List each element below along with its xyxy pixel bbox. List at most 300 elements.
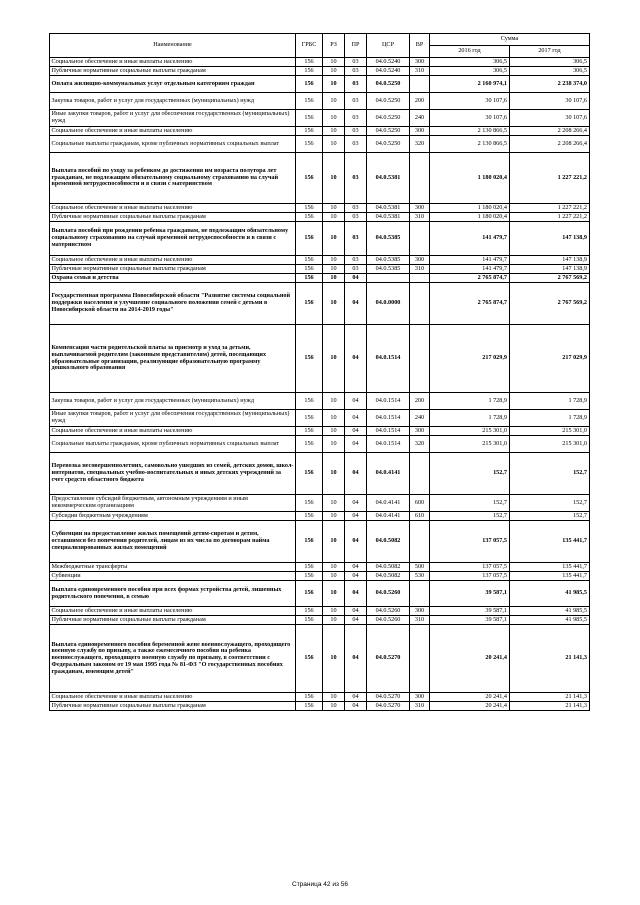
header-sum: Сумма	[430, 34, 590, 46]
cell-name: Субвенции на предоставление жилых помещений детям-сиротам и детям, оставшимся без попечения родителей, лицам из их числа по договорам найма специализированных жилых помещений	[50, 521, 296, 563]
cell-rz: 10	[323, 58, 345, 67]
cell-2016: 2 130 866,5	[430, 127, 510, 136]
table-row	[50, 204, 590, 213]
cell-grbs: 156	[296, 521, 323, 563]
cell-rz: 10	[323, 213, 345, 222]
cell-name: Социальные выплаты гражданам, кроме публичных нормативных социальных выплат	[50, 136, 296, 153]
cell-grbs: 156	[296, 67, 323, 76]
cell-vr: 240	[410, 410, 430, 427]
cell-2017: 147 138,9	[510, 265, 590, 274]
cell-rz: 10	[323, 274, 345, 283]
cell-rz: 10	[323, 204, 345, 213]
cell-csr: 04.0.1514	[367, 410, 410, 427]
cell-2017: 306,5	[510, 58, 590, 67]
cell-csr: 04.0.1514	[367, 393, 410, 410]
cell-csr: 04.0.5385	[367, 222, 410, 256]
cell-pr: 03	[345, 127, 367, 136]
cell-2016: 141 479,7	[430, 222, 510, 256]
cell-grbs: 156	[296, 153, 323, 204]
cell-vr: 300	[410, 693, 430, 702]
cell-grbs: 156	[296, 213, 323, 222]
cell-name: Межбюджетные трансферты	[50, 563, 296, 572]
header-year-2017: 2017 год	[510, 46, 590, 58]
cell-name: Компенсация части родительской платы за присмотр и уход за детьми, выплачиваемой родителям (законным представителям) детей, посещающих образовательные организации, реализующие образовательную программу дошкольного образования	[50, 325, 296, 393]
cell-vr	[410, 625, 430, 693]
cell-2017: 2 238 374,0	[510, 76, 590, 93]
cell-pr: 04	[345, 274, 367, 283]
cell-2017: 41 985,5	[510, 607, 590, 616]
cell-name: Субвенции	[50, 572, 296, 581]
table-body	[50, 58, 590, 711]
cell-csr: 04.0.4141	[367, 453, 410, 495]
cell-name: Выплата пособий по уходу за ребенком до достижения им возраста полутора лет гражданам, не подлежащим обязательному социальному страхованию на случай временной нетрудоспособности и в связи с материнством	[50, 153, 296, 204]
cell-2017: 135 441,7	[510, 572, 590, 581]
cell-csr: 04.0.5250	[367, 127, 410, 136]
cell-name: Социальное обеспечение и иные выплаты населению	[50, 607, 296, 616]
cell-vr	[410, 283, 430, 325]
table-row	[50, 495, 590, 512]
cell-2017: 215 301,0	[510, 436, 590, 453]
table-row	[50, 136, 590, 153]
cell-pr: 03	[345, 204, 367, 213]
cell-grbs: 156	[296, 512, 323, 521]
cell-grbs: 156	[296, 572, 323, 581]
cell-grbs: 156	[296, 222, 323, 256]
cell-pr: 03	[345, 265, 367, 274]
cell-rz: 10	[323, 76, 345, 93]
cell-2017: 2 208 266,4	[510, 127, 590, 136]
cell-pr: 04	[345, 427, 367, 436]
cell-grbs: 156	[296, 702, 323, 711]
cell-csr: 04.0.5381	[367, 204, 410, 213]
cell-csr: 04.0.5250	[367, 136, 410, 153]
cell-grbs: 156	[296, 607, 323, 616]
table-row	[50, 256, 590, 265]
cell-pr: 04	[345, 436, 367, 453]
table-row	[50, 521, 590, 563]
cell-name: Перевозка несовершеннолетних, самовольно ушедших из семей, детских домов, школ-интернатов, специальных учебно-воспитательных и иных детских учреждений за счет средств областного бюджета	[50, 453, 296, 495]
cell-pr: 04	[345, 393, 367, 410]
cell-grbs: 156	[296, 453, 323, 495]
cell-2017: 21 141,3	[510, 625, 590, 693]
cell-csr: 04.0.1514	[367, 427, 410, 436]
cell-2017: 30 107,6	[510, 93, 590, 110]
cell-rz: 10	[323, 325, 345, 393]
cell-2016: 20 241,4	[430, 702, 510, 711]
cell-vr	[410, 222, 430, 256]
cell-rz: 10	[323, 607, 345, 616]
page-number: Страница 42 из 56	[292, 881, 348, 888]
cell-rz: 10	[323, 427, 345, 436]
cell-grbs: 156	[296, 265, 323, 274]
cell-csr: 04.0.5381	[367, 213, 410, 222]
cell-2017: 147 138,9	[510, 256, 590, 265]
cell-vr: 200	[410, 93, 430, 110]
cell-name: Иные закупки товаров, работ и услуг для обеспечения государственных (муниципальных) нужд	[50, 110, 296, 127]
cell-vr: 320	[410, 436, 430, 453]
cell-2017: 1 227 221,2	[510, 153, 590, 204]
cell-vr: 300	[410, 427, 430, 436]
cell-2017: 1 728,9	[510, 410, 590, 427]
cell-csr: 04.0.5270	[367, 693, 410, 702]
cell-pr: 03	[345, 256, 367, 265]
table-row	[50, 325, 590, 393]
cell-name: Выплата пособий при рождении ребенка гражданам, не подлежащим обязательному социальному страхованию на случай временной нетрудоспособности и в связи с материнством	[50, 222, 296, 256]
cell-csr: 04.0.5260	[367, 581, 410, 607]
cell-vr: 530	[410, 572, 430, 581]
cell-pr: 04	[345, 521, 367, 563]
cell-2016: 1 180 020,4	[430, 213, 510, 222]
cell-rz: 10	[323, 572, 345, 581]
header-vr: ВР	[410, 34, 430, 58]
cell-grbs: 156	[296, 274, 323, 283]
cell-pr: 03	[345, 110, 367, 127]
table-row	[50, 625, 590, 693]
cell-rz: 10	[323, 110, 345, 127]
cell-pr: 04	[345, 325, 367, 393]
cell-rz: 10	[323, 495, 345, 512]
cell-vr	[410, 325, 430, 393]
table-row	[50, 512, 590, 521]
cell-grbs: 156	[296, 110, 323, 127]
cell-csr: 04.0.4141	[367, 495, 410, 512]
cell-pr: 04	[345, 616, 367, 625]
cell-pr: 04	[345, 607, 367, 616]
table-row	[50, 607, 590, 616]
cell-rz: 10	[323, 521, 345, 563]
table-row	[50, 410, 590, 427]
cell-csr: 04.0.5385	[367, 265, 410, 274]
header-rz: РЗ	[323, 34, 345, 58]
cell-2016: 137 057,5	[430, 572, 510, 581]
cell-rz: 10	[323, 136, 345, 153]
cell-pr: 03	[345, 58, 367, 67]
table-row	[50, 213, 590, 222]
cell-name: Выплата единовременного пособия беременной жене военнослужащего, проходящего военную службу по призыву, а также ежемесячного пособия на ребенка военнослужащего, проходящего военную службу по призыву, в соответствии с Федеральным законом от 19 мая 1995 года № 81-ФЗ "О государственных пособиях гражданам, имеющим детей"	[50, 625, 296, 693]
cell-2016: 137 057,5	[430, 521, 510, 563]
cell-2017: 30 107,6	[510, 110, 590, 127]
cell-name: Охрана семьи и детства	[50, 274, 296, 283]
cell-vr: 310	[410, 67, 430, 76]
cell-2016: 215 301,0	[430, 436, 510, 453]
table-header	[50, 34, 590, 58]
cell-2016: 215 301,0	[430, 427, 510, 436]
table-row	[50, 453, 590, 495]
table-row	[50, 274, 590, 283]
cell-2017: 21 141,3	[510, 693, 590, 702]
cell-csr: 04.0.0000	[367, 283, 410, 325]
cell-rz: 10	[323, 512, 345, 521]
cell-2016: 2 130 866,5	[430, 136, 510, 153]
cell-name: Публичные нормативные социальные выплаты гражданам	[50, 67, 296, 76]
table-row	[50, 222, 590, 256]
cell-csr: 04.0.5260	[367, 616, 410, 625]
cell-grbs: 156	[296, 58, 323, 67]
cell-name: Публичные нормативные социальные выплаты гражданам	[50, 702, 296, 711]
cell-2017: 147 138,9	[510, 222, 590, 256]
table-row	[50, 93, 590, 110]
cell-2016: 141 479,7	[430, 265, 510, 274]
cell-rz: 10	[323, 393, 345, 410]
cell-pr: 03	[345, 153, 367, 204]
table-row	[50, 702, 590, 711]
cell-grbs: 156	[296, 204, 323, 213]
cell-grbs: 156	[296, 393, 323, 410]
cell-grbs: 156	[296, 436, 323, 453]
table-row	[50, 393, 590, 410]
cell-name: Публичные нормативные социальные выплаты гражданам	[50, 616, 296, 625]
table-row	[50, 616, 590, 625]
cell-rz: 10	[323, 616, 345, 625]
cell-csr: 04.0.5270	[367, 625, 410, 693]
cell-2017: 1 728,9	[510, 393, 590, 410]
cell-csr: 04.0.5082	[367, 521, 410, 563]
header-year-2016: 2016 год	[430, 46, 510, 58]
cell-name: Социальное обеспечение и иные выплаты населению	[50, 58, 296, 67]
cell-grbs: 156	[296, 693, 323, 702]
cell-2016: 39 587,1	[430, 616, 510, 625]
cell-csr: 04.0.5250	[367, 93, 410, 110]
cell-grbs: 156	[296, 625, 323, 693]
cell-2016: 39 587,1	[430, 607, 510, 616]
cell-rz: 10	[323, 67, 345, 76]
cell-grbs: 156	[296, 581, 323, 607]
cell-2016: 30 107,6	[430, 93, 510, 110]
cell-pr: 03	[345, 136, 367, 153]
cell-vr	[410, 581, 430, 607]
cell-csr: 04.0.5250	[367, 110, 410, 127]
cell-csr: 04.0.5381	[367, 153, 410, 204]
cell-grbs: 156	[296, 93, 323, 110]
table-row	[50, 283, 590, 325]
cell-grbs: 156	[296, 410, 323, 427]
cell-grbs: 156	[296, 616, 323, 625]
cell-2016: 1 728,9	[430, 393, 510, 410]
cell-rz: 10	[323, 625, 345, 693]
cell-grbs: 156	[296, 76, 323, 93]
cell-vr	[410, 274, 430, 283]
cell-rz: 10	[323, 563, 345, 572]
cell-pr: 03	[345, 222, 367, 256]
cell-pr: 04	[345, 702, 367, 711]
header-pr: ПР	[345, 34, 367, 58]
cell-csr: 04.0.1514	[367, 325, 410, 393]
cell-name: Выплата единовременного пособия при всех формах устройства детей, лишенных родительского попечения, в семью	[50, 581, 296, 607]
cell-2017: 2 767 569,2	[510, 283, 590, 325]
cell-vr	[410, 153, 430, 204]
cell-2016: 2 765 874,7	[430, 283, 510, 325]
cell-rz: 10	[323, 581, 345, 607]
cell-2016: 217 029,9	[430, 325, 510, 393]
cell-csr: 04.0.5270	[367, 702, 410, 711]
table-row	[50, 563, 590, 572]
cell-rz: 10	[323, 283, 345, 325]
cell-vr: 200	[410, 393, 430, 410]
cell-name: Социальные выплаты гражданам, кроме публичных нормативных социальных выплат	[50, 436, 296, 453]
cell-pr: 04	[345, 572, 367, 581]
cell-2017: 306,5	[510, 67, 590, 76]
cell-csr: 04.0.5250	[367, 76, 410, 93]
cell-rz: 10	[323, 93, 345, 110]
table-row	[50, 572, 590, 581]
cell-csr: 04.0.5240	[367, 58, 410, 67]
cell-vr: 300	[410, 204, 430, 213]
cell-2016: 152,7	[430, 495, 510, 512]
cell-rz: 10	[323, 153, 345, 204]
table-row	[50, 67, 590, 76]
cell-2017: 41 985,5	[510, 581, 590, 607]
cell-name: Социальное обеспечение и иные выплаты населению	[50, 693, 296, 702]
cell-name: Социальное обеспечение и иные выплаты населению	[50, 427, 296, 436]
cell-pr: 04	[345, 410, 367, 427]
cell-rz: 10	[323, 436, 345, 453]
cell-name: Субсидии бюджетным учреждениям	[50, 512, 296, 521]
cell-csr: 04.0.4141	[367, 512, 410, 521]
cell-grbs: 156	[296, 563, 323, 572]
cell-pr: 03	[345, 76, 367, 93]
cell-vr: 610	[410, 512, 430, 521]
cell-name: Социальное обеспечение и иные выплаты населению	[50, 256, 296, 265]
header-csr: ЦСР	[367, 34, 410, 58]
cell-vr: 300	[410, 607, 430, 616]
cell-vr: 320	[410, 136, 430, 153]
table-row	[50, 127, 590, 136]
cell-vr: 310	[410, 265, 430, 274]
cell-2017: 152,7	[510, 495, 590, 512]
cell-csr: 04.0.5082	[367, 572, 410, 581]
cell-rz: 10	[323, 693, 345, 702]
cell-name: Публичные нормативные социальные выплаты гражданам	[50, 265, 296, 274]
cell-name: Закупка товаров, работ и услуг для государственных (муниципальных) нужд	[50, 393, 296, 410]
cell-pr: 04	[345, 581, 367, 607]
cell-2017: 135 441,7	[510, 521, 590, 563]
cell-grbs: 156	[296, 127, 323, 136]
cell-2017: 2 767 569,2	[510, 274, 590, 283]
table-row	[50, 76, 590, 93]
cell-grbs: 156	[296, 256, 323, 265]
table-row	[50, 58, 590, 67]
table-row	[50, 693, 590, 702]
header-grbs: ГРБС	[296, 34, 323, 58]
cell-2017: 135 441,7	[510, 563, 590, 572]
cell-2016: 20 241,4	[430, 625, 510, 693]
cell-grbs: 156	[296, 283, 323, 325]
cell-2017: 152,7	[510, 453, 590, 495]
cell-vr: 300	[410, 58, 430, 67]
cell-2016: 39 587,1	[430, 581, 510, 607]
cell-name: Предоставление субсидий бюджетным, автономным учреждениям и иным некоммерческим организациям	[50, 495, 296, 512]
cell-2016: 1 180 020,4	[430, 153, 510, 204]
cell-pr: 04	[345, 693, 367, 702]
cell-grbs: 156	[296, 427, 323, 436]
cell-vr: 240	[410, 110, 430, 127]
cell-2016: 20 241,4	[430, 693, 510, 702]
cell-pr: 04	[345, 563, 367, 572]
cell-vr	[410, 453, 430, 495]
cell-pr: 03	[345, 67, 367, 76]
cell-2016: 152,7	[430, 512, 510, 521]
cell-2016: 306,5	[430, 67, 510, 76]
cell-rz: 10	[323, 265, 345, 274]
cell-pr: 04	[345, 495, 367, 512]
cell-2016: 152,7	[430, 453, 510, 495]
cell-csr: 04.0.5240	[367, 67, 410, 76]
cell-vr: 300	[410, 127, 430, 136]
cell-name: Закупка товаров, работ и услуг для государственных (муниципальных) нужд	[50, 93, 296, 110]
cell-2017: 21 141,3	[510, 702, 590, 711]
cell-name: Государственная программа Новосибирской области "Развитие системы социальной поддержки населения и улучшение социального положения семей с детьми в Новосибирской области на 2014-2019 годы"	[50, 283, 296, 325]
cell-vr: 500	[410, 563, 430, 572]
cell-rz: 10	[323, 702, 345, 711]
cell-2016: 30 107,6	[430, 110, 510, 127]
cell-pr: 04	[345, 625, 367, 693]
cell-csr: 04.0.5385	[367, 256, 410, 265]
cell-2017: 1 227 221,2	[510, 204, 590, 213]
cell-vr	[410, 521, 430, 563]
cell-vr: 310	[410, 213, 430, 222]
cell-pr: 03	[345, 93, 367, 110]
cell-grbs: 156	[296, 495, 323, 512]
cell-name: Публичные нормативные социальные выплаты гражданам	[50, 213, 296, 222]
table-row	[50, 265, 590, 274]
cell-2016: 306,5	[430, 58, 510, 67]
cell-vr: 600	[410, 495, 430, 512]
cell-name: Социальное обеспечение и иные выплаты населению	[50, 127, 296, 136]
cell-pr: 04	[345, 512, 367, 521]
cell-2017: 217 029,9	[510, 325, 590, 393]
cell-vr: 310	[410, 616, 430, 625]
cell-pr: 03	[345, 213, 367, 222]
cell-name: Оплата жилищно-коммунальных услуг отдельным категориям граждан	[50, 76, 296, 93]
cell-2016: 2 765 874,7	[430, 274, 510, 283]
cell-rz: 10	[323, 127, 345, 136]
cell-rz: 10	[323, 453, 345, 495]
table-row	[50, 436, 590, 453]
cell-2017: 2 208 266,4	[510, 136, 590, 153]
cell-2016: 1 180 020,4	[430, 204, 510, 213]
cell-rz: 10	[323, 256, 345, 265]
cell-2016: 137 057,5	[430, 563, 510, 572]
cell-2017: 41 985,5	[510, 616, 590, 625]
cell-csr: 04.0.5260	[367, 607, 410, 616]
cell-name: Иные закупки товаров, работ и услуг для обеспечения государственных (муниципальных) нужд	[50, 410, 296, 427]
cell-csr	[367, 274, 410, 283]
cell-rz: 10	[323, 222, 345, 256]
cell-pr: 04	[345, 283, 367, 325]
cell-name: Социальное обеспечение и иные выплаты населению	[50, 204, 296, 213]
cell-2017: 152,7	[510, 512, 590, 521]
cell-2016: 1 728,9	[430, 410, 510, 427]
header-name: Наименование	[50, 34, 296, 58]
cell-2017: 1 227 221,2	[510, 213, 590, 222]
budget-table	[49, 33, 590, 711]
table-row	[50, 427, 590, 436]
cell-pr: 04	[345, 453, 367, 495]
cell-2016: 2 160 974,1	[430, 76, 510, 93]
cell-2016: 141 479,7	[430, 256, 510, 265]
table-row	[50, 110, 590, 127]
cell-grbs: 156	[296, 136, 323, 153]
cell-vr: 310	[410, 702, 430, 711]
table-row	[50, 581, 590, 607]
cell-2017: 215 301,0	[510, 427, 590, 436]
cell-rz: 10	[323, 410, 345, 427]
cell-csr: 04.0.5082	[367, 563, 410, 572]
cell-csr: 04.0.1514	[367, 436, 410, 453]
table-row	[50, 153, 590, 204]
cell-vr: 300	[410, 256, 430, 265]
cell-grbs: 156	[296, 325, 323, 393]
